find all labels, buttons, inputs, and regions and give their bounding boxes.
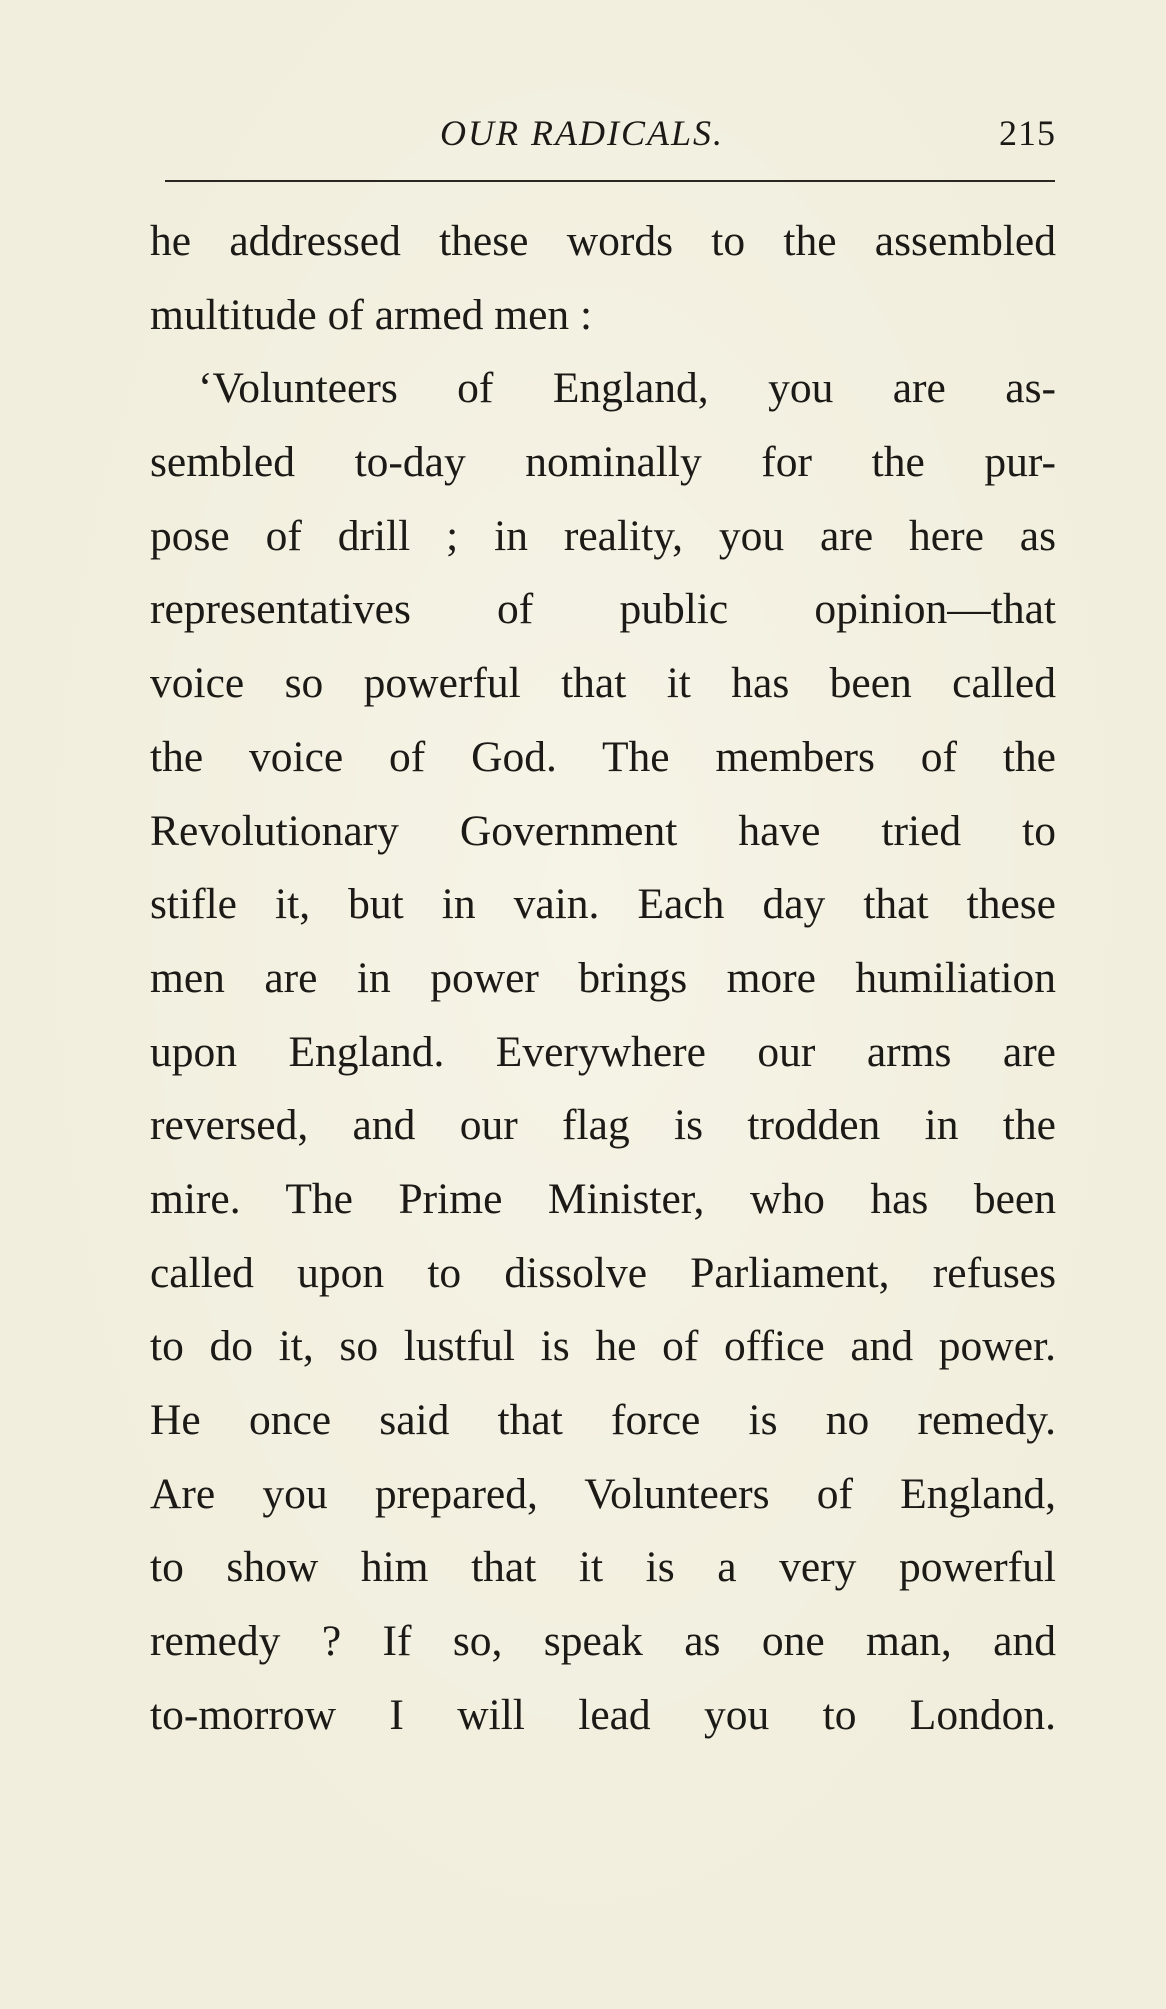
text-line: multitude of armed men :	[150, 290, 593, 339]
text-line: men are in power brings more humiliation	[150, 953, 1056, 1002]
text-line: Are you prepared, Volunteers of England,	[150, 1469, 1056, 1518]
text-line: remedy ? If so, speak as one man, and	[150, 1617, 1056, 1666]
body-text	[150, 205, 1056, 1752]
header-rule	[165, 180, 1055, 182]
running-head	[150, 108, 1056, 158]
text-line: ‘Volunteers of England, you are as-	[198, 364, 1056, 413]
text-line: He once said that force is no remedy.	[150, 1396, 1056, 1444]
text-line: pose of drill ; in reality, you are here as	[150, 511, 1056, 560]
text-line: stifle it, but in vain. Each day that these	[150, 880, 1056, 929]
text-line: reversed, and our flag is trodden in the	[150, 1101, 1056, 1150]
text-line: voice so powerful that it has been called	[150, 659, 1056, 708]
text-line: mire. The Prime Minister, who has been	[150, 1174, 1056, 1223]
text-line: he addressed these words to the assembled	[150, 217, 1056, 265]
text-line: upon England. Everywhere our arms are	[150, 1027, 1056, 1076]
text-line: representatives of public opinion—that	[150, 585, 1056, 634]
text-line: Revolutionary Government have tried to	[150, 806, 1056, 855]
text-line: the voice of God. The members of the	[150, 732, 1056, 781]
text-line: to show him that it is a very powerful	[150, 1543, 1056, 1592]
text-line: to-morrow I will lead you to London.	[150, 1690, 1056, 1739]
text-line: to do it, so lustful is he of office and power.	[150, 1322, 1056, 1371]
running-title: OUR RADICALS.	[440, 113, 724, 153]
text-line: sembled to-day nominally for the pur-	[150, 438, 1056, 487]
page-number: 215	[999, 113, 1056, 153]
text-line: called upon to dissolve Parliament, refuses	[150, 1248, 1056, 1297]
